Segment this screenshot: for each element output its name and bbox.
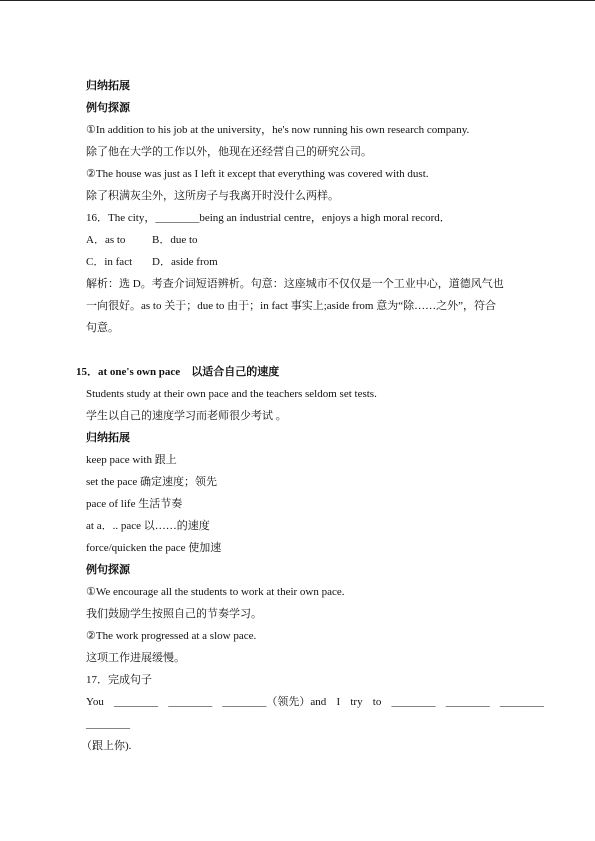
- fill-token: to: [372, 696, 382, 708]
- example-2-chinese: 除了积满灰尘外，这所房子与我离开时没什么两样。: [86, 190, 339, 202]
- example-2-english: ②The house was just as I left it except that everything was covered with dust.: [86, 168, 429, 180]
- question-16-option-b: B．due to: [152, 234, 198, 246]
- fill-blank: ________: [445, 696, 490, 708]
- item-15-example-1-english: ①We encourage all the students to work at their own pace.: [86, 586, 345, 598]
- question-17-stem: 17．完成句子: [86, 674, 152, 686]
- phrase-item: at a．.. pace 以……的速度: [86, 520, 210, 532]
- question-16-option-d: D．aside from: [152, 256, 218, 268]
- phrase-item: force/quicken the pace 使加速: [86, 542, 222, 554]
- example-1-chinese: 除了他在大学的工作以外，他现在还经营自己的研究公司。: [86, 146, 372, 158]
- page-top-rule: [0, 0, 595, 1]
- fill-blank: ________: [499, 696, 544, 708]
- item-15-example-2-english: ②The work progressed at a slow pace.: [86, 630, 257, 642]
- item-15-summary-heading: 归纳拓展: [86, 432, 130, 444]
- phrase-item: pace of life 生活节奏: [86, 498, 183, 510]
- question-16-option-c: C．in fact: [86, 256, 133, 268]
- question-16-analysis-line-1: 解析：选 D。考查介词短语辨析。句意：这座城市不仅仅是一个工业中心，道德风气也: [86, 278, 504, 290]
- summary-heading: 归纳拓展: [86, 80, 130, 92]
- item-15-examples-heading: 例句探源: [86, 564, 130, 576]
- item-15-heading: 15．at one's own pace 以适合自己的速度: [76, 366, 280, 378]
- question-17-fill-row: [86, 695, 544, 709]
- example-1-english: ①In addition to his job at the university，he's now running his own research company.: [86, 124, 470, 136]
- question-17-fill-row-2: ________: [86, 718, 130, 730]
- question-16-stem: 16．The city，________being an industrial centre，enjoys a high moral record．: [86, 212, 451, 224]
- fill-token: I: [336, 696, 341, 708]
- fill-token: You: [86, 696, 104, 708]
- phrase-item: keep pace with 跟上: [86, 454, 177, 466]
- question-16-analysis-line-3: 句意。: [86, 322, 119, 334]
- item-15-example-chinese: 学生以自己的速度学习而老师很少考试 。: [86, 410, 287, 422]
- item-15-example-english: Students study at their own pace and the teachers seldom set tests.: [86, 388, 377, 400]
- fill-blank: ________: [114, 696, 159, 708]
- question-17-fill-row-3: （跟上你).: [81, 740, 132, 752]
- phrase-item: set the pace 确定速度；领先: [86, 476, 218, 488]
- item-15-example-2-chinese: 这项工作进展缓慢。: [86, 652, 185, 664]
- fill-blank: ________: [391, 696, 436, 708]
- examples-heading: 例句探源: [86, 102, 130, 114]
- fill-token: try: [350, 696, 363, 708]
- question-16-option-a: A．as to: [86, 234, 126, 246]
- fill-blank: ________: [168, 696, 213, 708]
- item-15-example-1-chinese: 我们鼓励学生按照自己的节奏学习。: [86, 608, 262, 620]
- question-16-analysis-line-2: 一向很好。as to 关于；due to 由于；in fact 事实上;aside from 意为“除……之外”，符合: [86, 300, 497, 312]
- fill-token: ________（领先）and: [222, 696, 327, 708]
